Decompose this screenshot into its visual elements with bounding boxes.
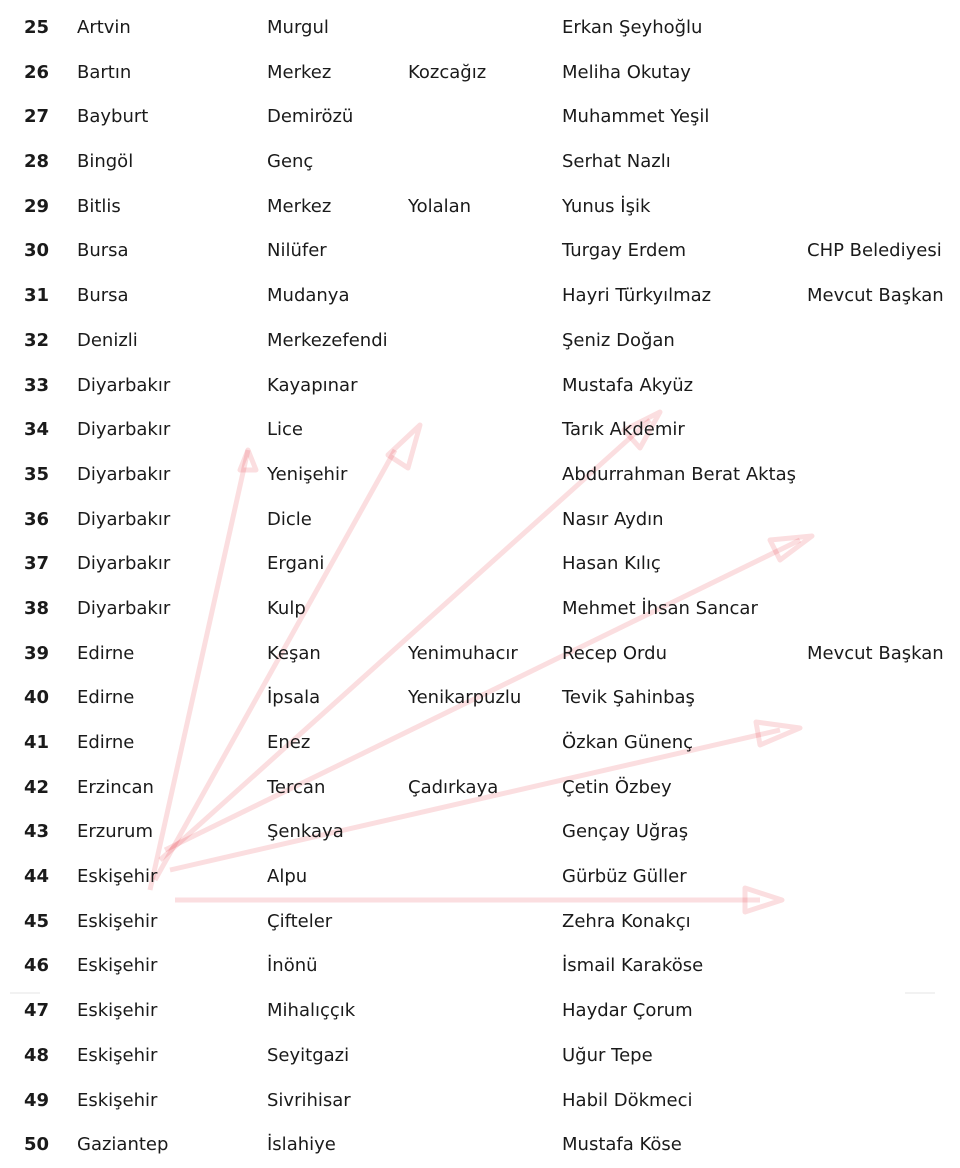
table-row <box>0 944 960 989</box>
table-row <box>0 408 960 453</box>
candidate-name-cell: Habil Dökmeci <box>562 1089 693 1111</box>
candidate-name-cell: Mustafa Akyüz <box>562 374 694 396</box>
table-row <box>0 810 960 855</box>
district-cell: Şenkaya <box>267 821 344 843</box>
candidate-name-cell: Tarık Akdemir <box>562 419 685 441</box>
row-number: 36 <box>24 508 50 530</box>
table-row <box>0 1079 960 1124</box>
town-cell: Kozcağız <box>408 61 487 83</box>
province-cell: Bingöl <box>77 151 134 173</box>
row-number: 49 <box>24 1089 50 1111</box>
table-row <box>0 676 960 721</box>
province-cell: Edirne <box>77 732 135 753</box>
district-cell: Tercan <box>267 776 326 798</box>
row-number: 33 <box>24 374 50 396</box>
district-cell: Mihalıççık <box>267 1000 356 1022</box>
province-cell: Erzincan <box>77 776 154 798</box>
district-cell: İpsala <box>267 687 321 709</box>
candidate-name-cell: Gürbüz Güller <box>562 866 687 888</box>
candidate-name-cell: Muhammet Yeşil <box>562 106 710 128</box>
province-cell: Bursa <box>77 285 129 307</box>
row-number: 34 <box>24 419 50 441</box>
district-cell: Murgul <box>267 17 329 38</box>
district-cell: Genç <box>267 151 314 173</box>
candidate-name-cell: Hayri Türkyılmaz <box>562 285 712 307</box>
candidate-name-cell: Haydar Çorum <box>562 1000 693 1022</box>
table-row <box>0 6 960 51</box>
table-row <box>0 364 960 409</box>
row-number: 27 <box>24 106 50 128</box>
candidate-name-cell: Erkan Şeyhoğlu <box>562 17 703 38</box>
district-cell: Nilüfer <box>267 240 327 262</box>
candidate-name-cell: Tevik Şahinbaş <box>562 687 695 709</box>
district-cell: Yenişehir <box>267 463 348 485</box>
candidate-name-cell: Mustafa Köse <box>562 1134 682 1156</box>
district-cell: Merkez <box>267 195 332 217</box>
table-row <box>0 1123 960 1168</box>
province-cell: Diyarbakır <box>77 508 171 530</box>
row-number: 26 <box>24 61 50 83</box>
note-cell: CHP Belediyesi <box>807 240 942 262</box>
province-cell: Edirne <box>77 642 135 664</box>
candidate-name-cell: Gençay Uğraş <box>562 821 689 843</box>
province-cell: Edirne <box>77 687 135 709</box>
candidate-name-cell: Meliha Okutay <box>562 61 691 83</box>
table-row <box>0 721 960 766</box>
note-cell: Mevcut Başkan <box>807 642 944 664</box>
district-cell: Keşan <box>267 642 321 664</box>
row-number: 47 <box>24 1000 50 1022</box>
district-cell: İnönü <box>267 955 318 977</box>
table-row <box>0 229 960 274</box>
table-row <box>0 51 960 96</box>
candidate-name-cell: Abdurrahman Berat Aktaş <box>562 463 797 485</box>
district-cell: Kulp <box>267 597 306 619</box>
row-number: 30 <box>24 240 50 262</box>
province-cell: Erzurum <box>77 821 153 843</box>
province-cell: Bayburt <box>77 106 149 128</box>
row-number: 43 <box>24 821 50 843</box>
row-number: 35 <box>24 463 50 485</box>
candidate-name-cell: Serhat Nazlı <box>562 151 671 173</box>
province-cell: Diyarbakır <box>77 463 171 485</box>
table-row <box>0 140 960 185</box>
table-row <box>0 1034 960 1079</box>
row-number: 28 <box>24 151 50 173</box>
table-row <box>0 542 960 587</box>
table-row <box>0 855 960 900</box>
town-cell: Yolalan <box>408 195 472 217</box>
table-row <box>0 587 960 632</box>
district-cell: Çifteler <box>267 910 333 932</box>
table-row <box>0 766 960 811</box>
province-cell: Diyarbakır <box>77 597 171 619</box>
row-number: 25 <box>24 17 50 38</box>
table-row <box>0 274 960 319</box>
table-row <box>0 319 960 364</box>
table-row <box>0 989 960 1034</box>
district-cell: Lice <box>267 419 303 441</box>
candidate-name-cell: Zehra Konakçı <box>562 910 691 932</box>
candidate-name-cell: Çetin Özbey <box>562 776 672 798</box>
candidate-name-cell: Nasır Aydın <box>562 508 664 530</box>
district-cell: Ergani <box>267 553 325 575</box>
row-number: 29 <box>24 195 50 217</box>
province-cell: Bursa <box>77 240 129 262</box>
row-number: 41 <box>24 732 50 753</box>
district-cell: Kayapınar <box>267 374 358 396</box>
province-cell: Eskişehir <box>77 1044 158 1066</box>
candidate-list <box>0 6 960 1168</box>
row-number: 39 <box>24 642 50 664</box>
province-cell: Bitlis <box>77 195 121 217</box>
province-cell: Gaziantep <box>77 1134 169 1156</box>
town-cell: Yenikarpuzlu <box>408 687 522 709</box>
row-number: 46 <box>24 955 50 977</box>
table-row <box>0 498 960 543</box>
district-cell: Merkez <box>267 61 332 83</box>
table-row <box>0 453 960 498</box>
town-cell: Çadırkaya <box>408 776 499 798</box>
province-cell: Eskişehir <box>77 866 158 888</box>
row-number: 37 <box>24 553 50 575</box>
candidate-name-cell: Yunus İşik <box>562 195 651 217</box>
province-cell: Bartın <box>77 61 132 83</box>
table-row <box>0 95 960 140</box>
province-cell: Diyarbakır <box>77 419 171 441</box>
row-number: 44 <box>24 866 50 888</box>
row-number: 50 <box>24 1134 50 1156</box>
province-cell: Eskişehir <box>77 955 158 977</box>
district-cell: Mudanya <box>267 285 350 307</box>
province-cell: Diyarbakır <box>77 553 171 575</box>
province-cell: Eskişehir <box>77 1089 158 1111</box>
district-cell: Dicle <box>267 508 312 530</box>
province-cell: Denizli <box>77 329 138 351</box>
candidate-name-cell: Turgay Erdem <box>562 240 687 262</box>
candidate-name-cell: Recep Ordu <box>562 642 667 664</box>
candidate-name-cell: Uğur Tepe <box>562 1044 653 1066</box>
row-number: 38 <box>24 597 50 619</box>
row-number: 45 <box>24 910 50 932</box>
row-number: 48 <box>24 1044 50 1066</box>
table-row <box>0 185 960 230</box>
note-cell: Mevcut Başkan <box>807 285 944 307</box>
province-cell: Eskişehir <box>77 1000 158 1022</box>
table-row <box>0 900 960 945</box>
row-number: 42 <box>24 776 50 798</box>
province-cell: Artvin <box>77 17 131 38</box>
row-number: 31 <box>24 285 50 307</box>
district-cell: Alpu <box>267 866 308 888</box>
district-cell: İslahiye <box>267 1134 336 1156</box>
candidate-name-cell: İsmail Karaköse <box>562 955 704 977</box>
district-cell: Enez <box>267 732 311 753</box>
row-number: 32 <box>24 329 50 351</box>
candidate-name-cell: Hasan Kılıç <box>562 553 661 575</box>
row-number: 40 <box>24 687 50 709</box>
candidate-name-cell: Şeniz Doğan <box>562 329 675 351</box>
province-cell: Diyarbakır <box>77 374 171 396</box>
district-cell: Merkezefendi <box>267 329 388 351</box>
district-cell: Seyitgazi <box>267 1044 350 1066</box>
district-cell: Sivrihisar <box>267 1089 351 1111</box>
table-row <box>0 632 960 677</box>
candidate-name-cell: Mehmet İhsan Sancar <box>562 597 758 619</box>
candidate-name-cell: Özkan Günenç <box>562 732 694 753</box>
town-cell: Yenimuhacır <box>408 642 518 664</box>
province-cell: Eskişehir <box>77 910 158 932</box>
district-cell: Demirözü <box>267 106 354 128</box>
